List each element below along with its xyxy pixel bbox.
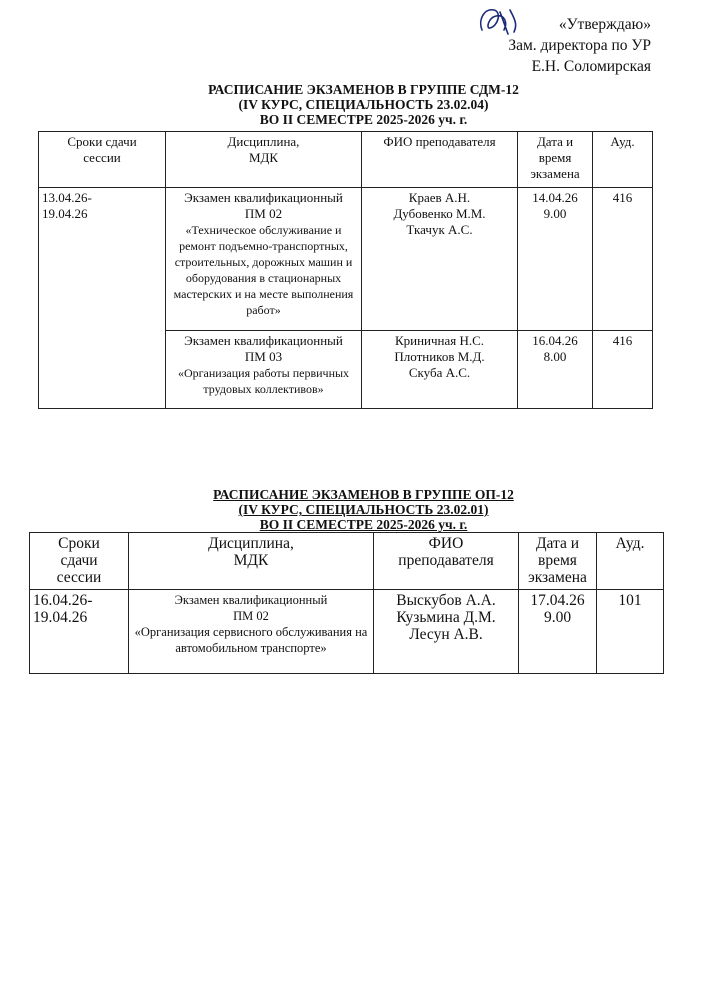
schedule1-title-line2: (IV КУРС, СПЕЦИАЛЬНОСТЬ 23.02.04): [238, 97, 489, 112]
table-header-row: [39, 132, 653, 188]
schedule1-table: [38, 131, 653, 409]
schedule1-title-line1: РАСПИСАНИЕ ЭКЗАМЕНОВ В ГРУППЕ СДМ-12: [208, 82, 519, 97]
table-header-row: [30, 533, 664, 590]
table-row: [30, 590, 664, 674]
header-datetime: Дата и время экзамена: [518, 132, 593, 188]
schedule2-title-line2: (IV КУРС, СПЕЦИАЛЬНОСТЬ 23.02.01): [238, 502, 489, 517]
datetime-cell: 16.04.26 8.00: [518, 331, 593, 409]
schedule2-title: [0, 487, 727, 532]
discipline-cell: Экзамен квалификационный ПМ 02 «Техническое обслуживание и ремонт подъемно-транспортных, строительных, дорожных машин и оборудования в стационарных мастерских и на месте выполнения работ»: [166, 188, 362, 331]
approval-name: Е.Н. Соломирская: [531, 58, 651, 75]
header-discipline: Дисциплина, МДК: [129, 533, 374, 590]
teacher-cell: Криничная Н.С. Плотников М.Д. Скуба А.С.: [362, 331, 518, 409]
header-period: Сроки сдачи сессии: [39, 132, 166, 188]
table-row: [39, 188, 653, 331]
header-discipline: Дисциплина, МДК: [166, 132, 362, 188]
header-teacher: ФИО преподавателя: [362, 132, 518, 188]
datetime-cell: 17.04.26 9.00: [519, 590, 597, 674]
approval-word: «Утверждаю»: [558, 16, 651, 33]
approval-position: Зам. директора по УР: [508, 37, 651, 54]
header-room: Ауд.: [597, 533, 664, 590]
schedule2-table: [29, 532, 664, 674]
period-cell: 16.04.26- 19.04.26: [30, 590, 129, 674]
datetime-cell: 14.04.26 9.00: [518, 188, 593, 331]
period-cell: 13.04.26- 19.04.26: [39, 188, 166, 409]
teacher-cell: Краев А.Н. Дубовенко М.М. Ткачук А.С.: [362, 188, 518, 331]
header-period: Сроки сдачи сессии: [30, 533, 129, 590]
header-datetime: Дата и время экзамена: [519, 533, 597, 590]
discipline-cell: Экзамен квалификационный ПМ 03 «Организация работы первичных трудовых коллективов»: [166, 331, 362, 409]
schedule2-title-line3: ВО II СЕМЕСТРЕ 2025-2026 уч. г.: [259, 517, 468, 532]
approval-block: [508, 14, 651, 77]
discipline-cell: Экзамен квалификационный ПМ 02 «Организация сервисного обслуживания на автомобильном транспорте»: [129, 590, 374, 674]
schedule2-title-line1: РАСПИСАНИЕ ЭКЗАМЕНОВ В ГРУППЕ ОП-12: [213, 487, 514, 502]
teacher-cell: Выскубов А.А. Кузьмина Д.М. Лесун А.В.: [374, 590, 519, 674]
schedule1-title-line3: ВО II СЕМЕСТРЕ 2025-2026 уч. г.: [259, 112, 468, 127]
header-room: Ауд.: [593, 132, 653, 188]
room-cell: 416: [593, 188, 653, 331]
room-cell: 101: [597, 590, 664, 674]
schedule1-title: [0, 82, 727, 127]
room-cell: 416: [593, 331, 653, 409]
header-teacher: ФИО преподавателя: [374, 533, 519, 590]
